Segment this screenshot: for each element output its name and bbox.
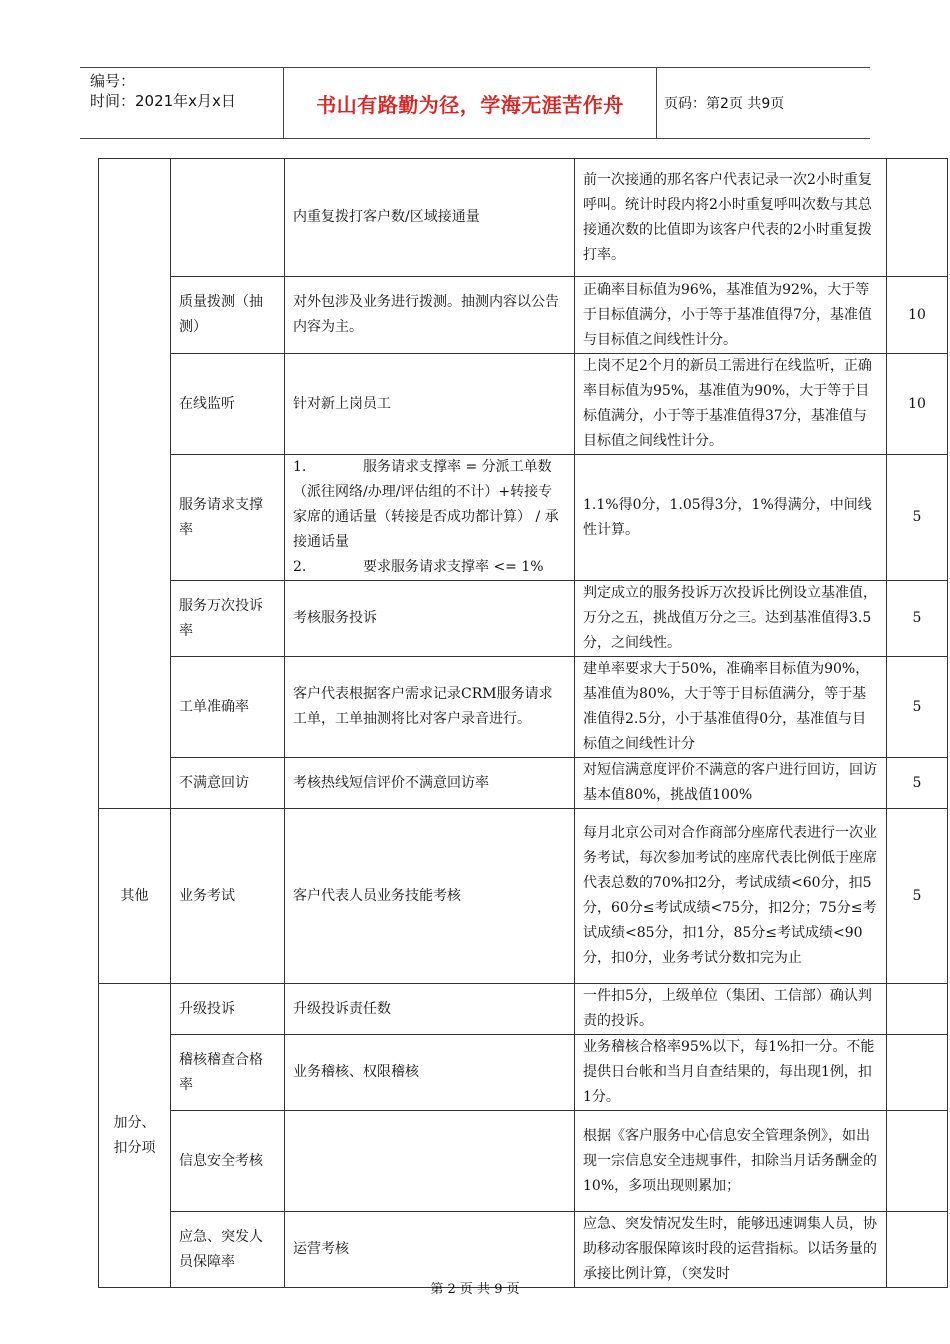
item-standard-cell: 一件扣5分，上级单位（集团、工信部）确认判责的投诉。 [575,984,887,1035]
item-method-cell: 考核服务投诉 [285,581,575,657]
table-row [99,657,948,758]
item-score-cell: 5 [887,455,948,581]
item-standard-cell: 应急、突发情况发生时，能够迅速调集人员，协助移动客服保障该时段的运营指标。以话务量的承接比例计算，（突发时 [575,1212,887,1288]
method-list-text: 服务请求支撑率 = 分派工单数（派往网络/办理/评估组的不计）+转接专家席的通话量（转接是否成功都计算） / 承接通话量 [293,459,559,550]
item-standard-cell: 前一次接通的那名客户代表记录一次2小时重复呼叫。统计时段内将2小时重复呼叫次数与其总接通次数的比值即为该客户代表的2小时重复拨打率。 [575,159,887,277]
table-row [99,455,948,581]
item-name-cell: 服务万次投诉率 [171,581,285,657]
item-name-cell: 在线监听 [171,354,285,455]
item-method-cell: 业务稽核、权限稽核 [285,1035,575,1111]
item-standard-cell: 对短信满意度评价不满意的客户进行回访，回访基本值80%，挑战值100% [575,758,887,809]
item-score-cell [887,159,948,277]
item-name-cell: 不满意回访 [171,758,285,809]
item-method-cell: 对外包涉及业务进行拨测。抽测内容以公告内容为主。 [285,277,575,354]
item-method-cell: 升级投诉责任数 [285,984,575,1035]
item-score-cell: 10 [887,277,948,354]
page-info: 页码：第2页 共9页 [664,96,785,112]
method-list-text: 要求服务请求支撑率 <= 1% [363,559,544,575]
item-name-cell [171,159,285,277]
table-row [99,159,948,277]
item-score-cell: 5 [887,758,948,809]
table-row [99,1035,948,1111]
item-method-cell: 内重复拨打客户数/区域接通量 [285,159,575,277]
method-list-number: 1. [293,459,307,475]
item-name-cell: 服务请求支撑率 [171,455,285,581]
item-standard-cell: 每月北京公司对合作商部分座席代表进行一次业务考试，每次参加考试的座席代表比例低于座席代表总数的70%扣2分，考试成绩<60分，扣5分，60分≤考试成绩<75分，扣2分；75分≤考试成绩<85分，扣1分，85分≤考试成绩<90分，扣0分，业务考试分数扣完为止 [575,809,887,984]
item-method-cell [285,455,575,581]
item-standard-cell: 判定成立的服务投诉万次投诉比例设立基准值，万分之五，挑战值万分之三。达到基准值得3.5分，之间线性。 [575,581,887,657]
item-standard-cell: 建单率要求大于50%，准确率目标值为90%，基准值为80%，大于等于目标值满分，等于基准值得2.5分，小于基准值得0分，基准值与目标值之间线性计分 [575,657,887,758]
method-list-number: 2. [293,559,307,575]
item-score-cell: 5 [887,657,948,758]
method-list-item [293,455,566,555]
header-motto-cell [283,68,657,138]
time-label: 时间：2021年x月x日 [90,92,236,110]
item-name-cell: 信息安全考核 [171,1111,285,1212]
category-cell [99,159,171,809]
table-row [99,1111,948,1212]
item-score-cell [887,1111,948,1212]
item-method-cell: 针对新上岗员工 [285,354,575,455]
item-score-cell: 5 [887,581,948,657]
item-standard-cell: 正确率目标值为96%，基准值为92%，大于等于目标值满分，小于等于基准值得7分，基准值与目标值之间线性计分。 [575,277,887,354]
item-name-cell: 稽核稽查合格率 [171,1035,285,1111]
item-method-cell: 运营考核 [285,1212,575,1288]
item-standard-cell: 根据《客户服务中心信息安全管理条例》，如出现一宗信息安全违规事件，扣除当月话务酬金的10%，多项出现则累加； [575,1111,887,1212]
method-list [293,455,566,580]
table-row [99,581,948,657]
table-row [99,277,948,354]
header-meta [80,68,280,138]
item-name-cell: 升级投诉 [171,984,285,1035]
item-score-cell: 10 [887,354,948,455]
item-method-cell [285,1111,575,1212]
item-score-cell [887,1035,948,1111]
item-score-cell [887,984,948,1035]
item-name-cell: 业务考试 [171,809,285,984]
item-standard-cell: 1.1%得0分，1.05得3分，1%得满分，中间线性计算。 [575,455,887,581]
item-score-cell: 5 [887,809,948,984]
table-row [99,1212,948,1288]
table-row [99,354,948,455]
item-standard-cell: 业务稽核合格率95%以下，每1%扣一分。不能提供日台帐和当月自查结果的，每出现1例，扣1分。 [575,1035,887,1111]
assessment-table [98,158,948,1288]
item-standard-cell: 上岗不足2个月的新员工需进行在线监听，正确率目标值为95%，基准值为90%，大于等于目标值满分，小于等于基准值得37分，基准值与目标值之间线性计分。 [575,354,887,455]
item-method-cell: 考核热线短信评价不满意回访率 [285,758,575,809]
method-list-item [293,555,566,580]
motto: 书山有路勤为径，学海无涯苦作舟 [316,92,624,117]
table-row [99,758,948,809]
table-row [99,984,948,1035]
category-cell: 加分、扣分项 [99,984,171,1288]
item-method-cell: 客户代表人员业务技能考核 [285,809,575,984]
number-label: 编号： [90,72,136,90]
page-footer: 第 2 页 共 9 页 [430,1282,520,1297]
page-header [80,67,870,139]
item-name-cell: 质量拨测（抽测） [171,277,285,354]
table-row [99,809,948,984]
item-name-cell: 工单准确率 [171,657,285,758]
category-cell: 其他 [99,809,171,984]
item-method-cell: 客户代表根据客户需求记录CRM服务请求工单，工单抽测将比对客户录音进行。 [285,657,575,758]
item-score-cell [887,1212,948,1288]
header-page-cell [664,68,870,138]
item-name-cell: 应急、突发人员保障率 [171,1212,285,1288]
